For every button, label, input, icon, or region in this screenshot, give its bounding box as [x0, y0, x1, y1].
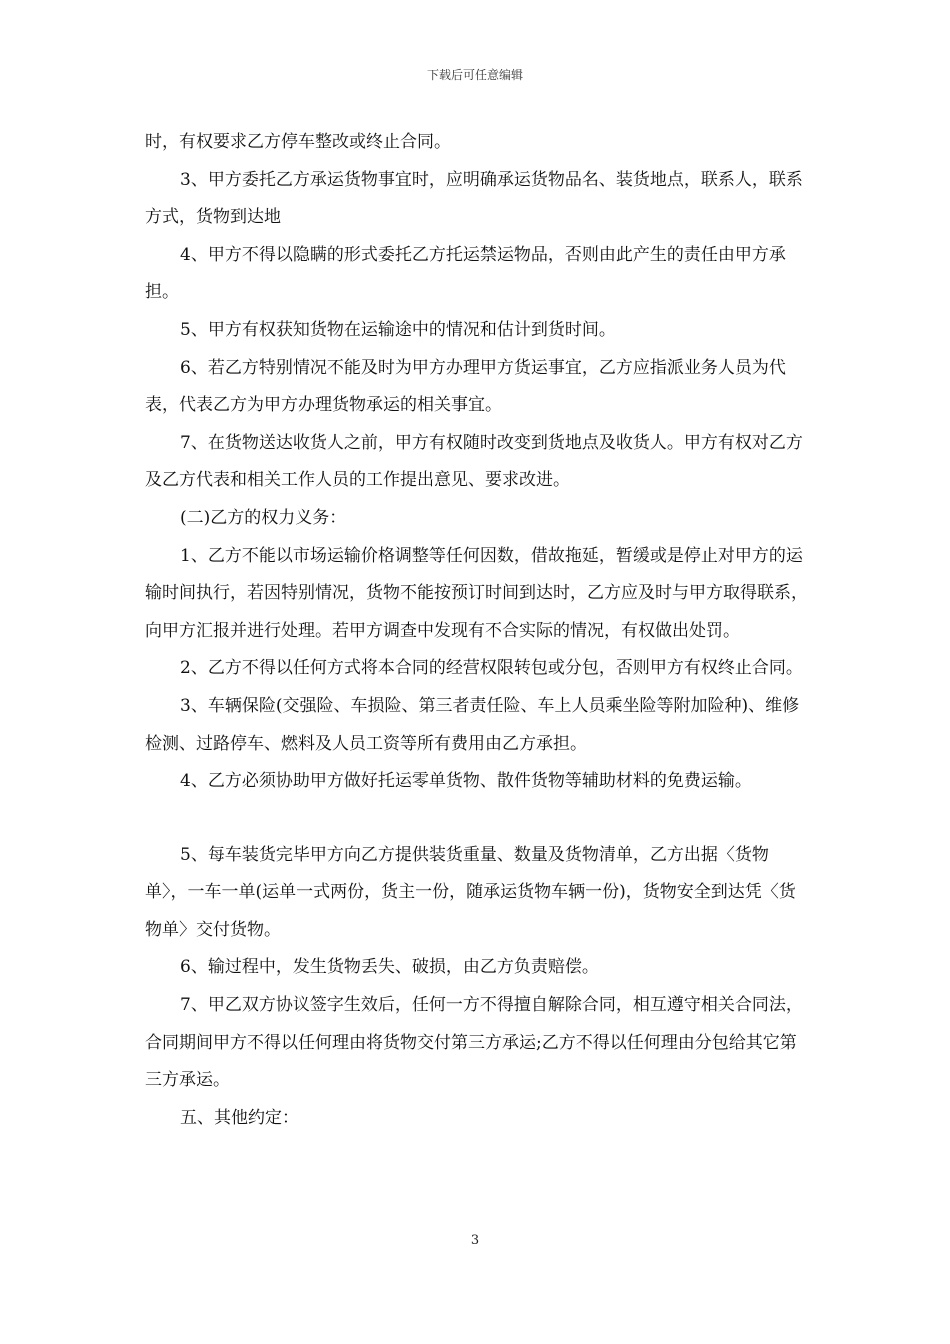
- document-body: [145, 124, 810, 1137]
- paragraph-party-a-item-3: 3、甲方委托乙方承运货物事宜时，应明确承运货物品名、装货地点，联系人，联系方式，货物到达地: [145, 169, 803, 228]
- paragraph-party-b-item-2: 2、乙方不得以任何方式将本合同的经营权限转包或分包，否则甲方有权终止合同。: [180, 658, 803, 679]
- page-header: 下载后可任意编辑: [426, 68, 523, 82]
- section-heading-other-terms: 五、其他约定：: [180, 1107, 299, 1128]
- paragraph-party-a-item-5: 5、甲方有权获知货物在运输途中的情况和估计到货时间。: [180, 319, 616, 340]
- paragraph-party-b-item-7: 7、甲乙双方协议签字生效后，任何一方不得擅自解除合同，相互遵守相关合同法，合同期间甲方不得以任何理由将货物交付第三方承运;乙方不得以任何理由分包给其它第三方承运。: [145, 995, 803, 1091]
- paragraph-party-b-item-4: 4、乙方必须协助甲方做好托运零单货物、散件货物等辅助材料的免费运输。: [180, 771, 752, 792]
- paragraph-party-a-item-7: 7、在货物送达收货人之前，甲方有权随时改变到货地点及收货人。甲方有权对乙方及乙方代表和相关工作人员的工作提出意见、要求改进。: [145, 432, 803, 491]
- paragraph-party-a-item-4: 4、甲方不得以隐瞒的形式委托乙方托运禁运物品，否则由此产生的责任由甲方承担。: [145, 244, 786, 303]
- page-number: 3: [470, 1233, 480, 1248]
- paragraph-party-b-item-5: 5、每车装货完毕甲方向乙方提供装货重量、数量及货物清单，乙方出据〈货物单〉，一车一单(运单一式两份，货主一份，随承运货物车辆一份)，货物安全到达凭〈货物单〉交付货物。: [145, 844, 796, 940]
- paragraph-party-b-item-6: 6、输过程中，发生货物丢失、破损，由乙方负责赔偿。: [180, 957, 599, 978]
- paragraph-continuation: 时，有权要求乙方停车整改或终止合同。: [145, 132, 451, 152]
- paragraph-party-b-item-1: 1、乙方不能以市场运输价格调整等任何因数，借故拖延，暂缓或是停止对甲方的运输时间执行，若因特别情况，货物不能按预订时间到达时，乙方应及时与甲方取得联系，向甲方汇报并进行处理。若甲方调查中发现有不合实际的情况，有权做出处罚。: [145, 545, 808, 641]
- section-heading-party-b: (二)乙方的权力义务：: [180, 507, 347, 528]
- paragraph-party-b-item-3: 3、车辆保险(交强险、车损险、第三者责任险、车上人员乘坐险等附加险种)、维修检测、过路停车、燃料及人员工资等所有费用由乙方承担。: [145, 695, 800, 754]
- paragraph-party-a-item-6: 6、若乙方特别情况不能及时为甲方办理甲方货运事宜，乙方应指派业务人员为代表，代表乙方为甲方办理货物承运的相关事宜。: [145, 357, 786, 416]
